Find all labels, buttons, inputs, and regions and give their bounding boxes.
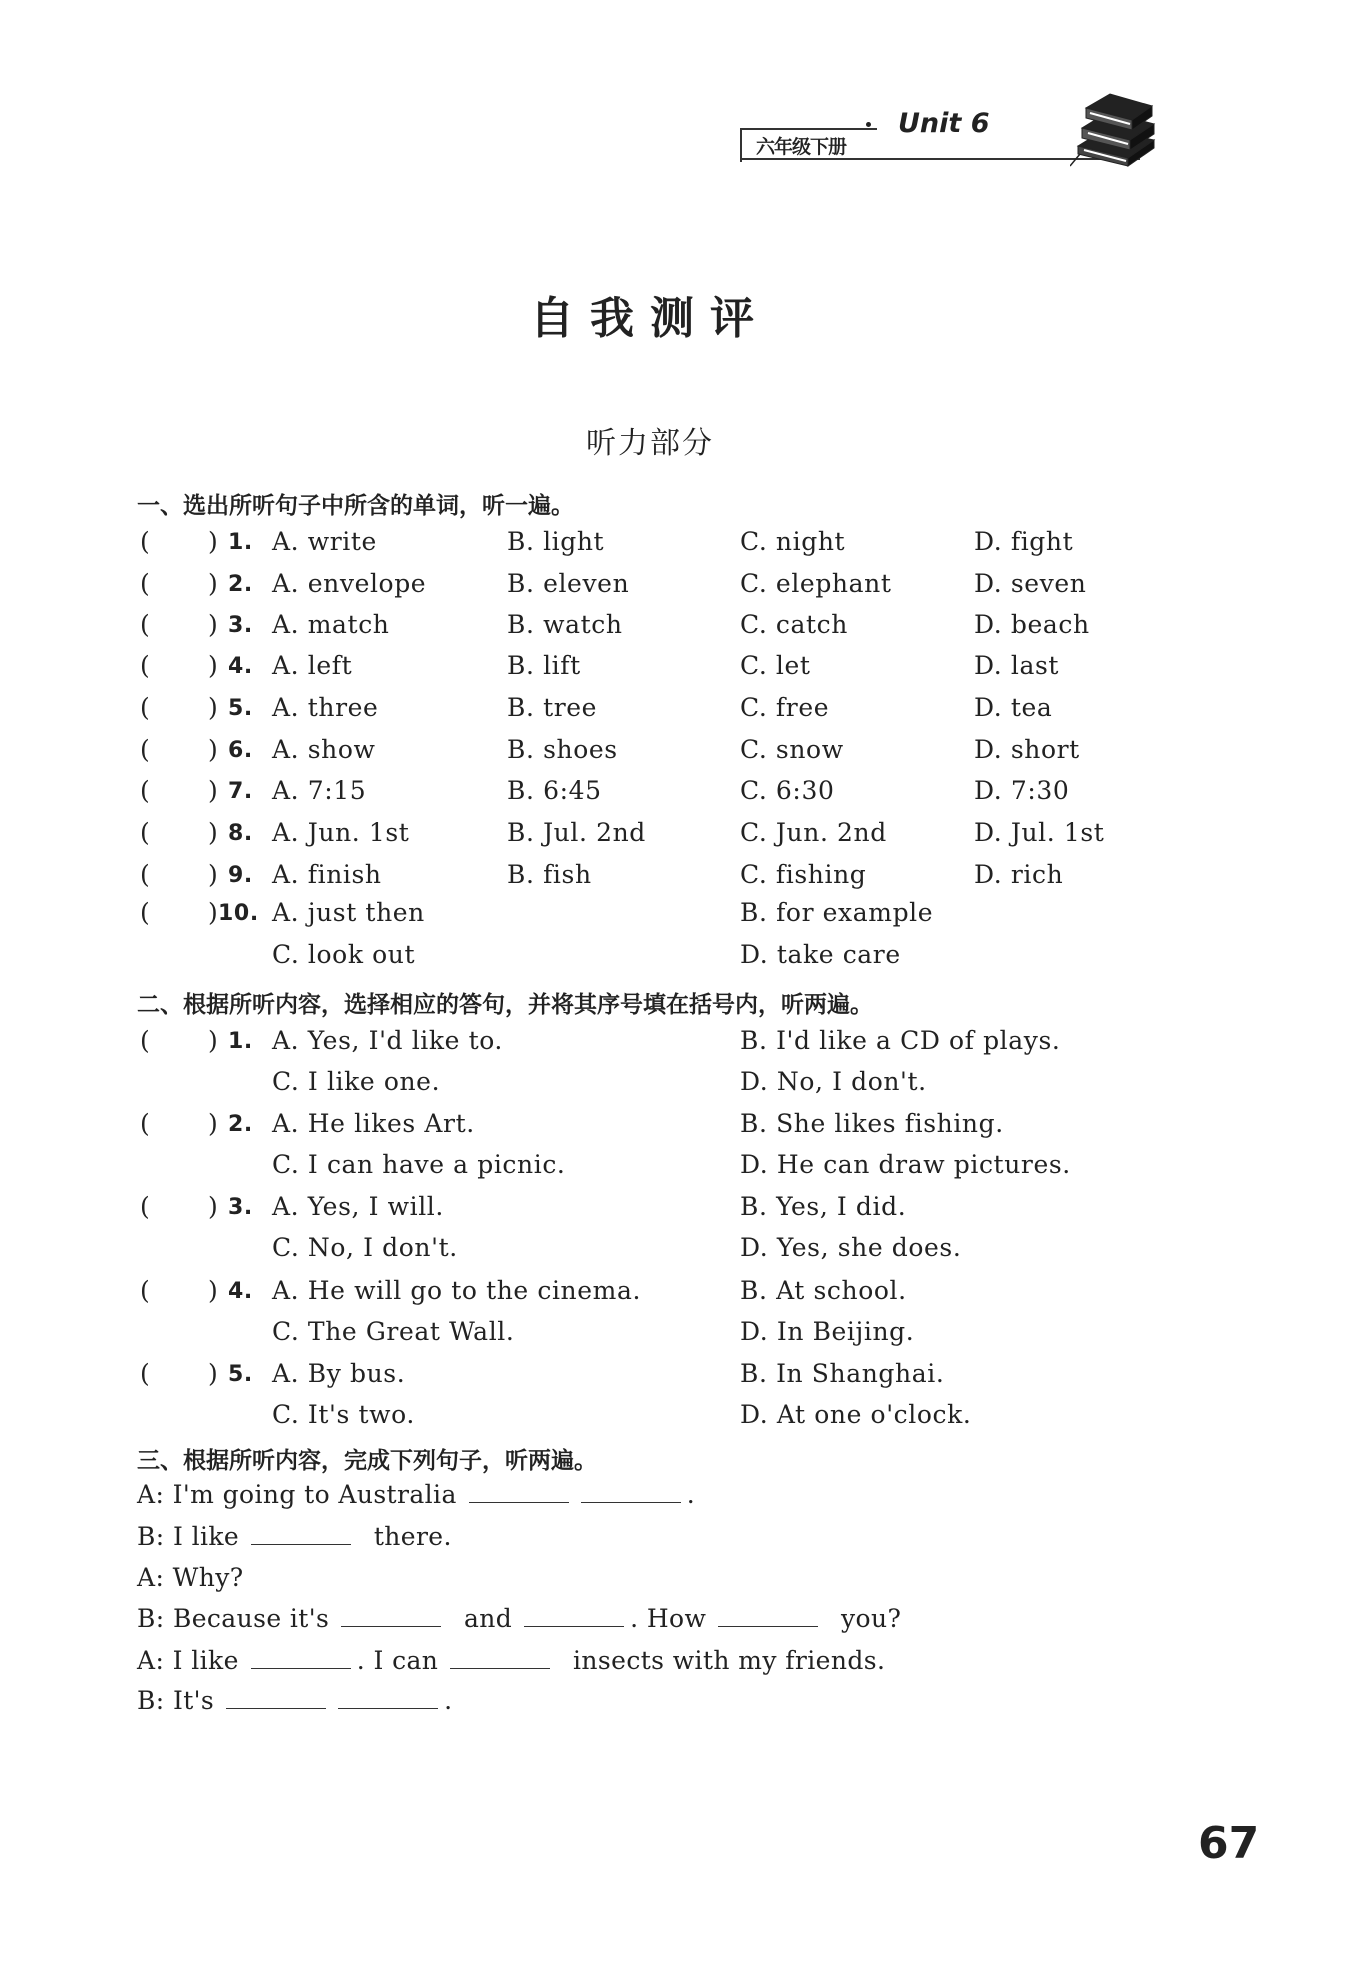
section3-heading: 三、根据所听内容，完成下列句子，听两遍。 bbox=[137, 1448, 597, 1474]
dialogue-line-5 bbox=[137, 1646, 885, 1675]
answer-paren-open: ( bbox=[140, 898, 151, 927]
question-number: 4. bbox=[228, 1279, 253, 1304]
section2-item-cont bbox=[0, 1400, 1350, 1440]
dialogue-text: . I can bbox=[356, 1646, 439, 1675]
answer-paren-close: ) bbox=[208, 569, 219, 598]
answer-paren-open[interactable]: ( bbox=[140, 860, 151, 889]
option-b: B. I'd like a CD of plays. bbox=[740, 1026, 1061, 1055]
answer-blank[interactable] bbox=[341, 1604, 441, 1627]
section2-item-cont bbox=[0, 1233, 1350, 1273]
option-c: C. look out bbox=[272, 940, 416, 969]
question-number: 3. bbox=[228, 1195, 253, 1220]
option-d: D. He can draw pictures. bbox=[740, 1150, 1071, 1179]
option-d: D. tea bbox=[974, 693, 1053, 722]
option-c: C. snow bbox=[740, 735, 844, 764]
option-a: A. He will go to the cinema. bbox=[272, 1276, 642, 1305]
option-c: C. 6:30 bbox=[740, 776, 835, 805]
option-a: A. By bus. bbox=[272, 1359, 406, 1388]
dialogue-line-1: A: I'm going to Australia . bbox=[137, 1480, 696, 1509]
page-subtitle: 听力部分 bbox=[586, 426, 714, 461]
answer-paren-close: ) bbox=[208, 1359, 219, 1388]
answer-paren-close: ) bbox=[208, 818, 219, 847]
option-b: B. watch bbox=[507, 610, 623, 639]
book-stack-icon bbox=[1070, 88, 1160, 168]
answer-paren-open[interactable]: ( bbox=[140, 1359, 151, 1388]
answer-blank[interactable] bbox=[718, 1604, 818, 1627]
question-number: 9. bbox=[228, 863, 253, 888]
answer-paren-open[interactable]: ( bbox=[140, 569, 151, 598]
answer-paren-close: ) bbox=[208, 651, 219, 680]
dialogue-text: A: I like bbox=[137, 1646, 239, 1675]
section1-item bbox=[0, 610, 1350, 650]
option-b: B. for example bbox=[740, 898, 934, 927]
option-c: C. The Great Wall. bbox=[272, 1317, 515, 1346]
option-c: C. free bbox=[740, 693, 830, 722]
question-number: 6. bbox=[228, 738, 253, 763]
option-c: C. I like one. bbox=[272, 1067, 441, 1096]
answer-paren-open[interactable]: ( bbox=[140, 610, 151, 639]
answer-blank[interactable] bbox=[251, 1646, 351, 1669]
option-b: B. tree bbox=[507, 693, 598, 722]
option-a: A. show bbox=[272, 735, 376, 764]
dialogue-text: A: Why? bbox=[137, 1563, 244, 1592]
answer-paren-open[interactable]: ( bbox=[140, 693, 151, 722]
question-number: 7. bbox=[228, 779, 253, 804]
section2-item bbox=[0, 1026, 1350, 1066]
option-d: D. Yes, she does. bbox=[740, 1233, 962, 1262]
option-a: A. three bbox=[272, 693, 379, 722]
question-number: 4. bbox=[228, 654, 253, 679]
option-d: D. beach bbox=[974, 610, 1090, 639]
option-a: A. envelope bbox=[272, 569, 427, 598]
answer-paren-open[interactable]: ( bbox=[140, 527, 151, 556]
option-a: A. just then bbox=[272, 898, 425, 927]
option-c: C. fishing bbox=[740, 860, 867, 889]
section1-item-10 bbox=[0, 898, 1350, 938]
answer-paren-close: ) bbox=[208, 527, 219, 556]
option-a: A. Yes, I will. bbox=[272, 1192, 444, 1221]
section1-item bbox=[0, 651, 1350, 691]
answer-blank[interactable] bbox=[338, 1686, 438, 1709]
option-d: D. 7:30 bbox=[974, 776, 1070, 805]
option-c: C. catch bbox=[740, 610, 848, 639]
option-b: B. Jul. 2nd bbox=[507, 818, 646, 847]
section2-heading: 二、根据所听内容，选择相应的答句，并将其序号填在括号内，听两遍。 bbox=[137, 992, 873, 1018]
section1-item bbox=[0, 569, 1350, 609]
section1-item bbox=[0, 693, 1350, 733]
option-a: A. finish bbox=[272, 860, 382, 889]
question-number: 1. bbox=[228, 1029, 253, 1054]
answer-blank[interactable] bbox=[450, 1646, 550, 1669]
dialogue-text: insects with my friends. bbox=[573, 1646, 886, 1675]
answer-blank[interactable] bbox=[581, 1480, 681, 1503]
answer-paren-open[interactable]: ( bbox=[140, 651, 151, 680]
option-d: D. Jul. 1st bbox=[974, 818, 1105, 847]
section1-item bbox=[0, 860, 1350, 900]
dialogue-text: and bbox=[463, 1604, 513, 1633]
dialogue-text: there. bbox=[373, 1522, 452, 1551]
option-a: A. He likes Art. bbox=[272, 1109, 475, 1138]
option-b: B. 6:45 bbox=[507, 776, 602, 805]
dialogue-line-4 bbox=[137, 1604, 901, 1633]
section1-item bbox=[0, 735, 1350, 775]
answer-blank[interactable] bbox=[251, 1522, 351, 1545]
option-a: A. write bbox=[272, 527, 377, 556]
option-a: A. Yes, I'd like to. bbox=[272, 1026, 503, 1055]
option-c: C. let bbox=[740, 651, 811, 680]
header-grade: 六年级下册 bbox=[756, 136, 847, 158]
option-c: C. elephant bbox=[740, 569, 892, 598]
dialogue-text: you? bbox=[841, 1604, 902, 1633]
section1-item-10-cont bbox=[0, 940, 1350, 980]
answer-paren-close: ) bbox=[208, 860, 219, 889]
section2-item bbox=[0, 1276, 1350, 1316]
answer-paren-close: ) bbox=[208, 735, 219, 764]
option-d: D. seven bbox=[974, 569, 1087, 598]
dialogue-text: B: I like bbox=[137, 1522, 240, 1551]
option-b: B. light bbox=[507, 527, 605, 556]
option-d: D. In Beijing. bbox=[740, 1317, 915, 1346]
option-d: D. No, I don't. bbox=[740, 1067, 927, 1096]
answer-paren-open[interactable]: ( bbox=[140, 1276, 151, 1305]
answer-paren-close: ) bbox=[208, 898, 219, 927]
option-b: B. shoes bbox=[507, 735, 618, 764]
option-b: B. eleven bbox=[507, 569, 630, 598]
option-c: C. Jun. 2nd bbox=[740, 818, 887, 847]
answer-paren-close: ) bbox=[208, 1276, 219, 1305]
option-a: A. match bbox=[272, 610, 390, 639]
section2-item bbox=[0, 1192, 1350, 1232]
header-dot bbox=[866, 122, 871, 127]
option-b: B. lift bbox=[507, 651, 581, 680]
question-number: 2. bbox=[228, 1112, 253, 1137]
dialogue-text: A: I'm going to Australia bbox=[137, 1480, 457, 1509]
option-d: D. At one o'clock. bbox=[740, 1400, 972, 1429]
page-number: 67 bbox=[1198, 1818, 1260, 1869]
question-number: 5. bbox=[228, 1362, 253, 1387]
answer-paren-open[interactable]: ( bbox=[140, 1026, 151, 1055]
question-number: 8. bbox=[228, 821, 253, 846]
option-c: C. It's two. bbox=[272, 1400, 415, 1429]
answer-paren-close: ) bbox=[208, 693, 219, 722]
header-unit: Unit 6 bbox=[898, 108, 990, 139]
answer-paren-open[interactable]: ( bbox=[140, 735, 151, 764]
option-b: B. At school. bbox=[740, 1276, 907, 1305]
question-number: 1. bbox=[228, 530, 253, 555]
section2-item-cont bbox=[0, 1067, 1350, 1107]
option-d: D. last bbox=[974, 651, 1060, 680]
section2-item-cont bbox=[0, 1150, 1350, 1190]
answer-blank[interactable] bbox=[226, 1686, 326, 1709]
answer-paren-open[interactable]: ( bbox=[140, 1109, 151, 1138]
answer-paren-open[interactable]: ( bbox=[140, 776, 151, 805]
answer-paren-open[interactable]: ( bbox=[140, 818, 151, 847]
answer-blank[interactable] bbox=[469, 1480, 569, 1503]
option-c: C. No, I don't. bbox=[272, 1233, 458, 1262]
section1-item bbox=[0, 527, 1350, 567]
question-number: 3. bbox=[228, 613, 253, 638]
option-d: D. short bbox=[974, 735, 1080, 764]
dialogue-text: B: It's bbox=[137, 1686, 215, 1715]
answer-paren-close: ) bbox=[208, 1192, 219, 1221]
option-c: C. I can have a picnic. bbox=[272, 1150, 566, 1179]
section1-item bbox=[0, 818, 1350, 858]
option-d: D. fight bbox=[974, 527, 1074, 556]
answer-paren-close: ) bbox=[208, 610, 219, 639]
option-b: B. She likes fishing. bbox=[740, 1109, 1004, 1138]
section1-heading: 一、选出所听句子中所含的单词，听一遍。 bbox=[137, 493, 574, 519]
dialogue-line-6: B: It's . bbox=[137, 1686, 453, 1715]
option-b: B. In Shanghai. bbox=[740, 1359, 945, 1388]
answer-paren-close: ) bbox=[208, 1109, 219, 1138]
dialogue-text: . How bbox=[630, 1604, 707, 1633]
dialogue-line-3 bbox=[137, 1563, 244, 1592]
answer-paren-close: ) bbox=[208, 776, 219, 805]
section2-item-cont bbox=[0, 1317, 1350, 1357]
section2-item bbox=[0, 1359, 1350, 1399]
option-b: B. Yes, I did. bbox=[740, 1192, 907, 1221]
option-b: B. fish bbox=[507, 860, 592, 889]
option-d: D. take care bbox=[740, 940, 901, 969]
option-c: C. night bbox=[740, 527, 846, 556]
answer-paren-close: ) bbox=[208, 1026, 219, 1055]
dialogue-line-2 bbox=[137, 1522, 452, 1551]
question-number: 2. bbox=[228, 572, 253, 597]
page-title: 自我测评 bbox=[530, 293, 770, 344]
dialogue-text: B: Because it's bbox=[137, 1604, 330, 1633]
option-a: A. 7:15 bbox=[272, 776, 367, 805]
option-a: A. left bbox=[272, 651, 353, 680]
option-d: D. rich bbox=[974, 860, 1064, 889]
answer-blank[interactable] bbox=[524, 1604, 624, 1627]
question-number: 5. bbox=[228, 696, 253, 721]
answer-paren-open[interactable]: ( bbox=[140, 1192, 151, 1221]
option-a: A. Jun. 1st bbox=[272, 818, 410, 847]
question-number: 10. bbox=[218, 901, 259, 926]
section2-item bbox=[0, 1109, 1350, 1149]
section1-item bbox=[0, 776, 1350, 816]
